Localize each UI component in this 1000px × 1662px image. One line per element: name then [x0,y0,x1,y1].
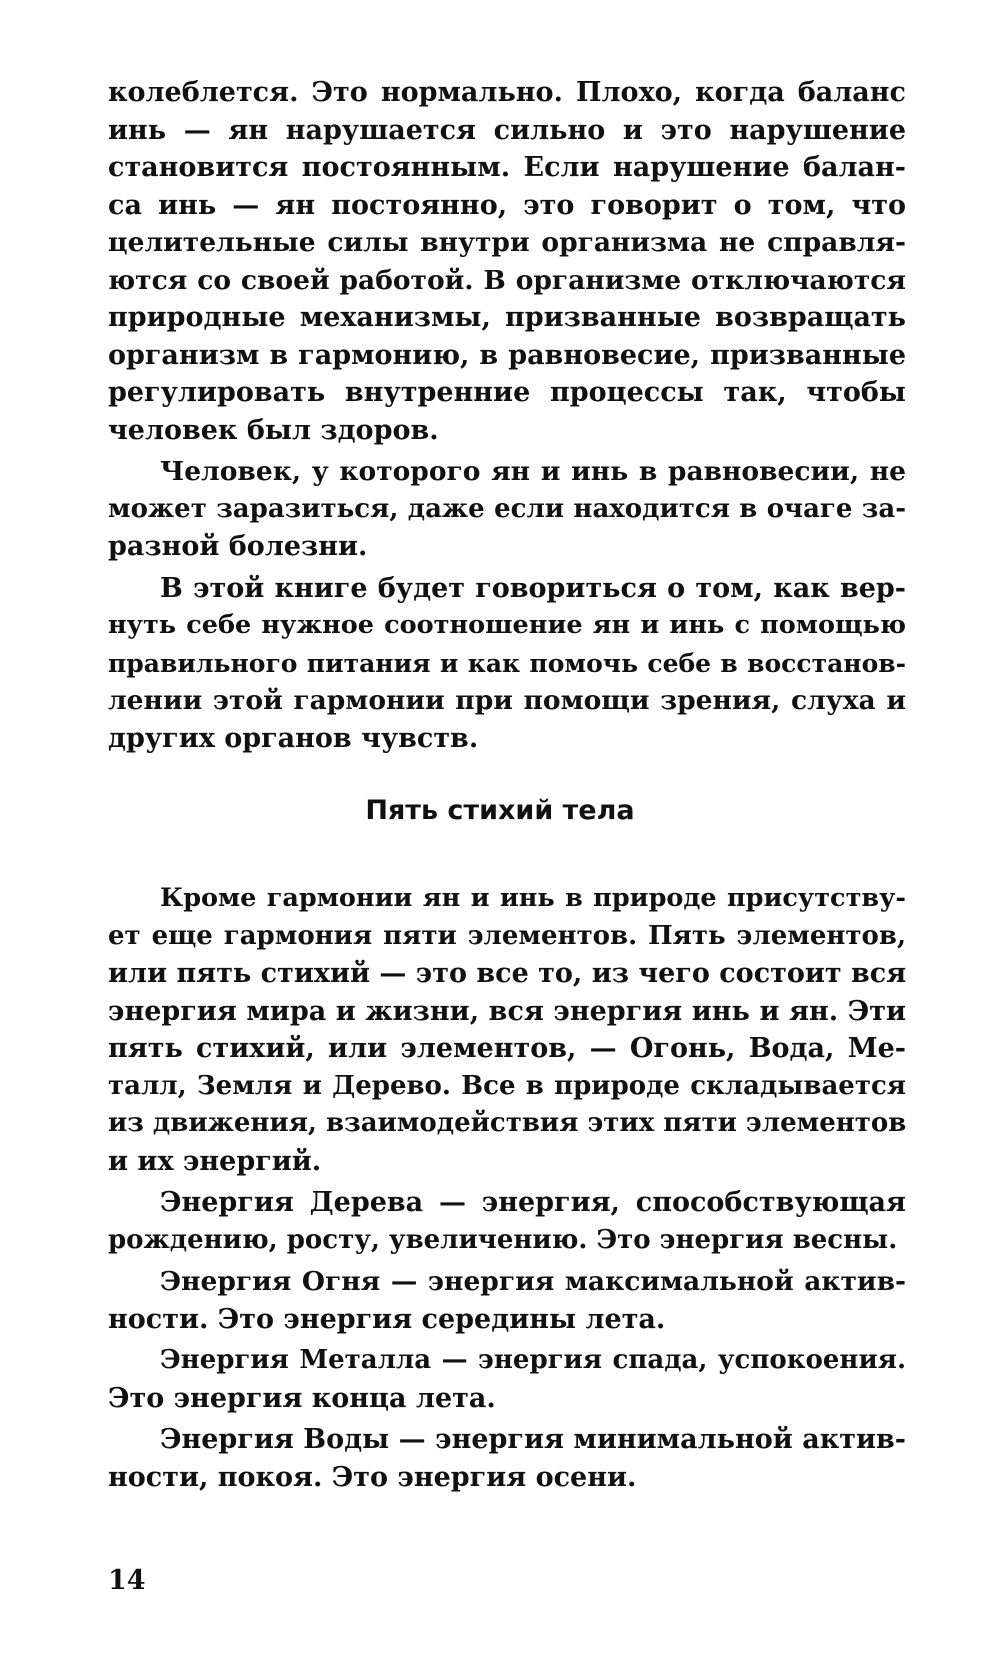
text-line: других органов чувств. [108,722,479,754]
text-line: ности. Это энергия середины лета. [108,1303,666,1335]
text-block-bottom [108,880,906,1500]
text-line: ются со своей работой. В организме отключаются [108,264,906,296]
text-line: из движения, взаимодействия этих пяти элементов [108,1108,907,1138]
paragraph [108,880,906,1180]
text-block-top [108,74,906,761]
text-line: и их энергий. [108,1145,322,1177]
text-line: человек был здоров. [108,414,439,446]
text-line: В этой книге будет говориться о том, как вер- [160,572,906,604]
paragraph [108,1263,906,1338]
text-line: разной болезни. [108,531,368,562]
text-line: колеблется. Это нормально. Плохо, когда баланс [108,77,906,108]
text-line: са инь — ян постоянно, это говорит о том, что [108,189,906,221]
text-line: талл, Земля и Дерево. Все в природе складывается [108,1070,906,1101]
text-line: Это энергия конца лета. [108,1382,496,1414]
text-line: или пять стихий — это все то, из чего состоит вся [108,958,907,989]
paragraph [108,74,906,449]
paragraph [108,1342,906,1417]
text-line: природные механизмы, призванные возвращать [108,302,906,333]
text-line: лении этой гармонии при помощи зрения, слуха и [108,685,906,716]
text-line: Энергия Дерева — энергия, способствующая [160,1187,906,1218]
text-line: Энергия Огня — энергия максимальной актив- [160,1266,906,1297]
paragraph [108,453,906,566]
paragraph [108,1184,906,1259]
section-heading: Пять стихий тела [365,795,635,826]
text-line: Энергия Металла — энергия спада, успокоения. [160,1345,906,1375]
text-line: правильного питания и как помочь себе в восстанов- [108,648,906,678]
text-line: инь — ян нарушается сильно и это нарушение [108,114,906,146]
text-line: ности, покоя. Это энергия осени. [108,1461,637,1493]
page-number: 14 [108,1565,146,1596]
text-line: Человек, у которого ян и инь в равновесии, не [160,456,906,487]
paragraph [108,1421,906,1496]
text-line: может заразиться, даже если находится в очаге за- [108,493,906,524]
text-line: Энергия Воды — энергия минимальной актив- [160,1424,906,1455]
paragraph [108,570,906,758]
text-line: энергия мира и жизни, вся энергия инь и ян. Эти [108,995,906,1027]
text-line: регулировать внутренние процессы так, чтобы [108,377,906,408]
text-line: пять стихий, или элементов, — Огонь, Вода, Ме- [108,1033,906,1064]
text-line: рождению, росту, увеличению. Это энергия весны. [108,1224,898,1255]
text-line: становится постоянным. Если нарушение балан- [108,152,906,183]
text-line: организм в гармонию, в равновесие, призванные [108,339,906,371]
text-line: целительные силы внутри организма не справля- [108,227,906,258]
text-line: ет еще гармония пяти элементов. Пять элементов, [108,920,906,951]
text-line: нуть себе нужное соотношение ян и инь с помощью [108,610,906,640]
text-line: Кроме гармонии ян и инь в природе присутству- [160,883,906,913]
